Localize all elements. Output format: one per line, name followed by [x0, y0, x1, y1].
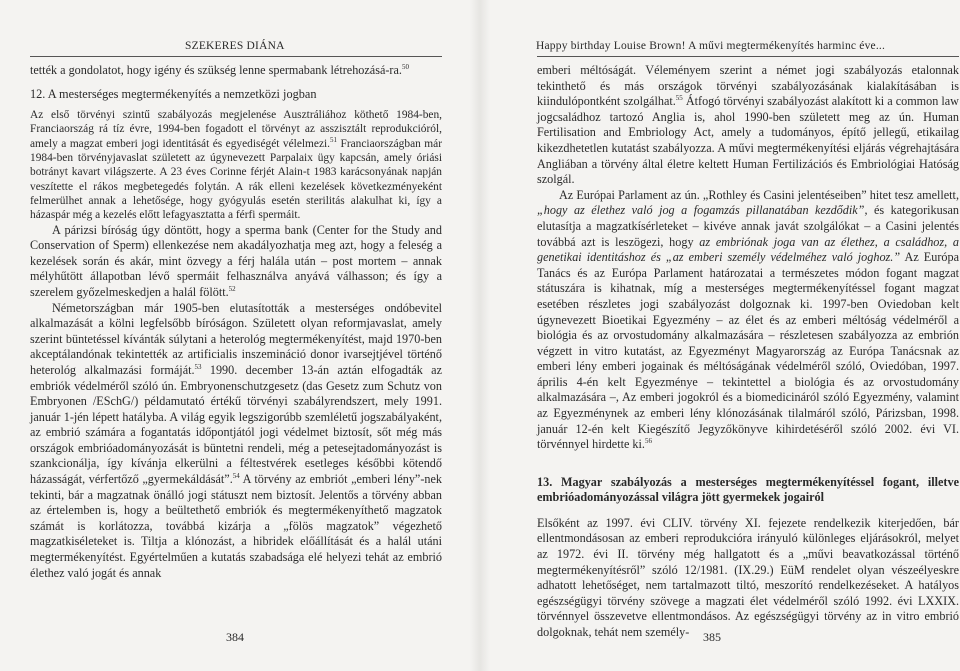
footnote-ref: 52 [228, 284, 236, 293]
footnote-ref: 55 [675, 94, 683, 103]
footnote-ref: 53 [194, 362, 202, 371]
page-number-left: 384 [226, 630, 244, 644]
chapter-heading: 12. A mesterséges megtermékenyítés a nemzetközi jogban [30, 86, 317, 101]
paragraph: Németországban már 1905-ben elutasították a mesterséges ondóbevitel alkalmazását a kölni legfelsőbb bíróságon. Született olyan reformjavaslat, amely szerint büntetéssel kívánták súlytani a heterológ megtermékenyítést, majd 1970-ben akceptálandónak tekintették az artificialis inszemináció donor ivarsejtjével történő heterológ alkalmazási formáját.$^{53}$ 1990. december 13-án aztán elfogadták az embriók védelméről szóló ún. Embryonenschutzgesetz (das Gesetz zum Schutz von Embryonen /ESchG/) példamutató értékű törvényi szabályrendszert, mely 1991. január 1-jén lépett hatályba. A világ egyik legszigorúbb szemléletű jogszabályaként, az embrió számára a fogantatás időpontjától jogi védelmet biztosít, sőt még más országok embrióadományozását is büntetni rendeli, még a petesejtadományozást is szankcionálja, így kívánja elkerülni a féltestvérek esetleges későbbi kötendő házasságát, vérfertőző „gyermekáldását”.$^{54}$ A törvény az embriót „emberi lény”-nek tekinti, bár a magzatnak önálló jogi státuszt nem biztosít. Jelentős a törvény abban az értelemben is, hogy a beültethető embriók és megtermékenyíthető magzatok számát is korlátozza, továbbá kizárja a „fölös magzatok” végezhető magzatkiséleteket is. Tiltja a klónozást, a hibridek előállítását és a halál utáni megtermékenyítést. Egyértelműen a kutatás szabadsága elé helyezi tehát az embrió élethez való jogát és annak [30, 300, 442, 580]
paragraph: emberi méltóságát. Véleményem szerint a német jogi szabályozás etalonnak tekinthető és más országok törvényi szabályozásának kialakításában is kiindulópontként szolgálhat.$^{55}$ Átfogó törvényi szabályozást alakított ki a common law jogcsaládhoz tartozó Anglia is, ahol 1990-ben született meg az ún. Human Fertilisation and Embriology Act, amely a tudományos, építő jellegű, etikailag kikezdhetetlen kutatást szabályozza. A művi megtermékenyítési eljárás végrehajtására Angliában a törvény által életre keltett Human Fertilizációs és Embriológiai Hatóság szolgál. [537, 63, 959, 187]
header-rule-left [30, 56, 442, 57]
running-header-left: SZEKERES DIÁNA [185, 40, 285, 52]
paragraph: Az Európai Parlament az ún. „Rothley és Casini jelentéseiben” hitet tesz amellett, „hogy az élethez való jog a fogamzás pillanatában kezdődik”, és kategorikusan elutasítja a magzatkísérleteket – kivéve annak javát szolgálókat – a Casini jelentés továbbá azt is leszögezi, hogy az embriónak joga van az élethez, a családhoz, a genetikai identitáshoz és „az emberi személy védelméhez való joghoz.” Az Európa Tanács és az Európa Parlament határozatai a természetes módon fogant magzat státuszára is kihatnak, míg a mesterséges megtermékenyítéssel fogant magzat esetében részletes jogi szabályozást dolgoznak ki. 1997-ben Oviedoban kelt úgynevezett Bioetikai Egyezmény – az élet és az emberi méltóság védelméről a biológia és az orvostudomány alkalmazására – részletesen szabályozza az embrión végzett in vitro kutatást, az Egyezményt Magyarország az Európa Tanácsnak az emberi lény emberi jogainak és méltóságának védelméről szóló, Oviedóban, 1997. április 4-én kelt Egyezménye – tekintettel a biológia és az orvostudomány alkalmazására –, Az emberi jogokról és a biomedicináról szóló Egyezmény, valamint az Egyezménynek az emberi lény klónozásának tilalmáról szóló, Párizsban, 1998. január 12-én kelt Kiegészítő Jegyzőkönyve kihirdetéséről szóló 2002. évi VI. törvénnyel hirdette ki.$^{56}$ [537, 187, 959, 452]
quote-emphasis: az embriónak joga van az élethez, a családhoz, a genetikai identitáshoz és „az emberi személy védelméhez való joghoz.” [537, 234, 959, 265]
paragraph: A párizsi bíróság úgy döntött, hogy a sperma bank (Center for the Study and Conservation of Sperm) ellenkezése nem akadályozhatja meg azt, hogy a feleség a kezelések során és akár, mint özvegy a férj halála után – post mortem – annak mélyhűtött állapotban lévő spermáit felhasználva anyává válhasson; és így a szerelem győzelmeskedjen a halál fölött.$^{52}$ [30, 222, 442, 299]
footnote-ref: 50 [401, 63, 409, 71]
quote-emphasis: „hogy az élethez való jog a fogamzás pillanatában kezdődik”, [537, 203, 868, 218]
header-rule-right [537, 56, 959, 57]
footnote-ref: 56 [644, 437, 652, 446]
footnote-ref: 54 [232, 472, 240, 481]
right-page [480, 0, 960, 671]
section-heading: 13. Magyar szabályozás a mesterséges megtermékenyítéssel fogant, illetve embrióadományozással világra jött gyermekek jogairól [537, 474, 959, 505]
small-paragraph: Az első törvényi szintű szabályozás megjelenése Ausztráliához köthető 1984-ben, Franciaország rá tíz évre, 1994-ben fogadott el törvényt az asszisztált reprodukcióról, amely a magzat emberi jogi identitását és egyediségét vélelmezi.$^{51}$ Franciaországban már 1984-ben törvényjavaslat született az úgynevezett Parpalaix ügy kapcsán, amely óriási botrányt kavart világszerte. A 23 éves Corinne férjét Alain-t 1983 karácsonyának napján veszítette el rákos megbetegedés folytán. A rák elleni kezelések következményeként felmerülhet annak a lehetősége, hogy gyógyulás esetén sterilitás alakulhat ki, így a házaspár még a kezelés előtt lefagyasztatta a férfi spermáit. [30, 109, 442, 222]
page-number-right: 385 [703, 630, 721, 644]
footnote-ref: 51 [330, 135, 338, 144]
right-column [537, 63, 959, 641]
running-header-right: Happy birthday Louise Brown! A művi megtermékenyítés harminc éve... [536, 40, 886, 52]
intro-paragraph: tették a gondolatot, hogy igény és szükség lenne spermabank létrehozásá-ra.$^{50}$ [30, 63, 409, 77]
paragraph: Elsőként az 1997. évi CLIV. törvény XI. fejezete rendelkezik kiterjedően, bár ellentmondásosan az emberi reprodukcióra irányuló különleges eljárásokról, melyet az 1972. évi II. törvény még hallgatott és a „művi beavatkozással történő megtermékenyítésről” szóló 12/1981. (IX.29.) EüM rendelet olyan vészeélyeskre adhatott lehetőséget, nem tartalmazott tiltó, meszorító rendelkezéseket. A hatályos egészségügyi törvény szövege a magzati élet védelméről szóló 1992. évi LXXIX. törvénnyel összevetve ellentmondásos. Az egészségügyi törvény az in vitro embrió dolgoknak, tehát nem személy- [537, 515, 959, 639]
left-column [30, 63, 442, 581]
